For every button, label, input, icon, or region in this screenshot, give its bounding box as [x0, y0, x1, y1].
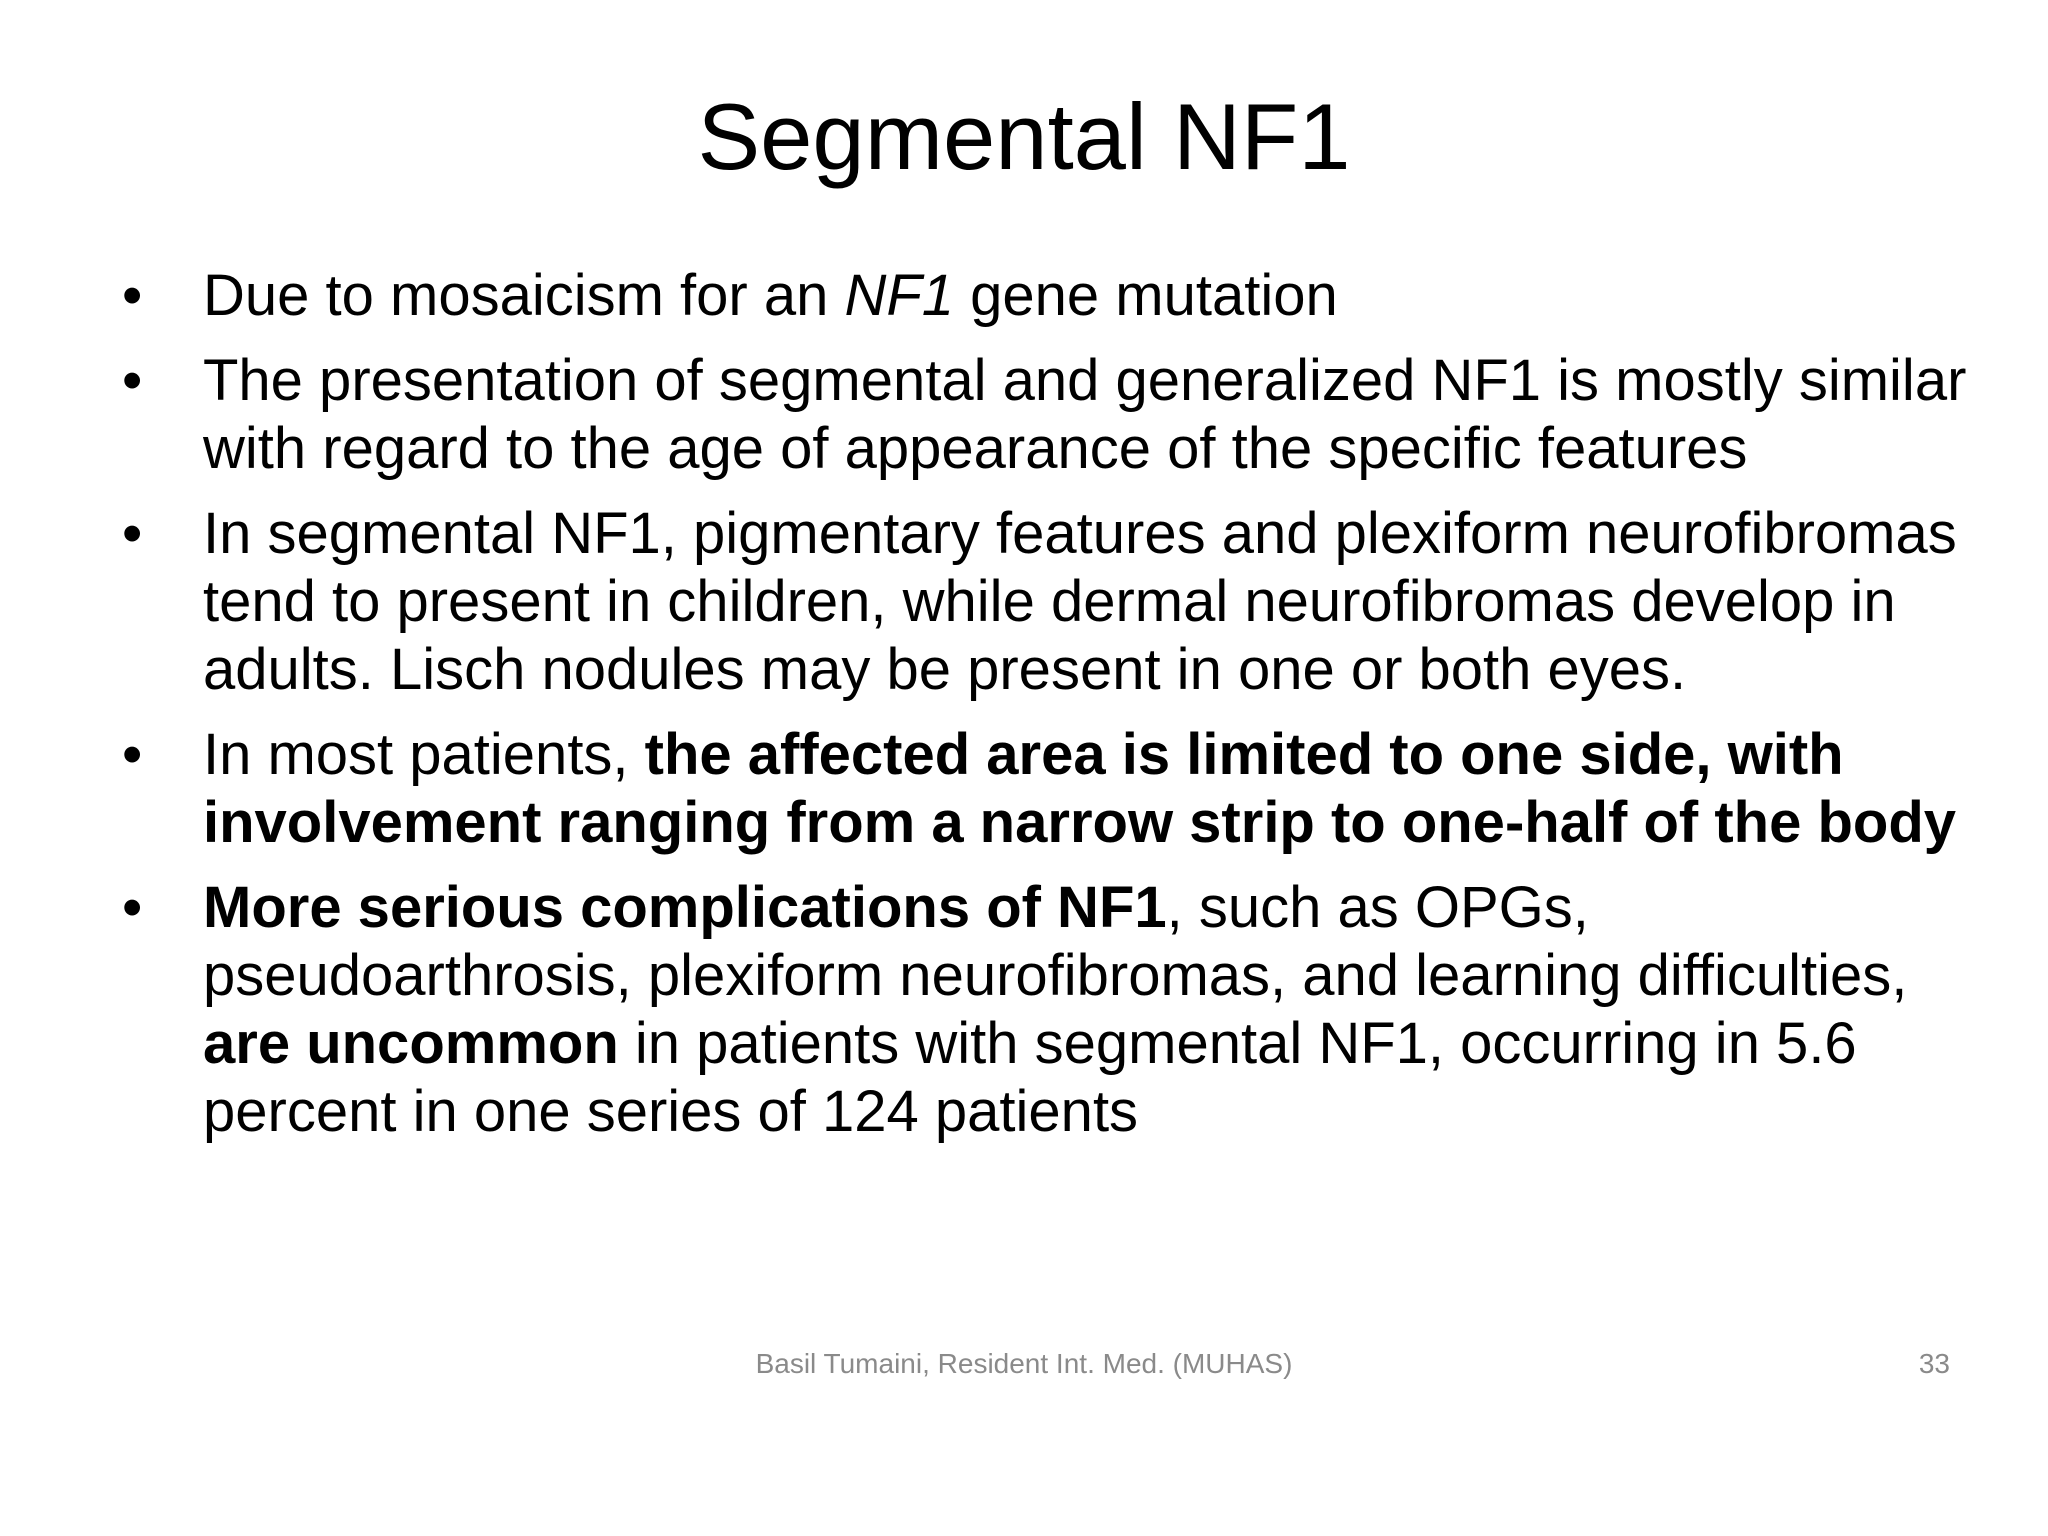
slide-title: Segmental NF1	[697, 84, 1351, 189]
bullet-text-segment: In most patients,	[203, 722, 645, 787]
bullet-bold-emphasis: the affected area is limited to one side, with involvement ranging from a narrow strip to one-half of the body	[203, 722, 1956, 855]
bullet-text-segment: in patients with segmental NF1, occurring in 5.6 percent in one series of 124 patients	[203, 1011, 1857, 1144]
bullet-bold-emphasis: More serious complications of NF1	[203, 875, 1167, 940]
bullet-text-segment: In segmental NF1, pigmentary features and plexiform neurofibromas tend to present in children, while dermal neurofibromas develop in adults. Lisch nodules may be present in one or both eyes.	[203, 501, 1957, 702]
bullet-item	[118, 262, 1978, 330]
bullet-text-segment: , such as OPGs, pseudoarthrosis, plexiform neurofibromas, and learning difficulties,	[203, 875, 1908, 1008]
bullet-bold-emphasis: are uncommon	[203, 1011, 619, 1076]
bullet-dot-icon: •	[122, 263, 143, 328]
bullet-text-segment: Due to mosaicism for an	[203, 263, 845, 328]
page-number: 33	[1918, 1348, 1950, 1379]
bullet-item	[118, 347, 1978, 483]
bullet-dot-icon: •	[122, 501, 143, 566]
bullet-list	[118, 262, 1978, 1163]
bullet-item	[118, 500, 1978, 704]
gene-name-italic: NF1	[844, 263, 955, 328]
bullet-item	[118, 874, 1978, 1146]
bullet-dot-icon: •	[122, 875, 143, 940]
bullet-text-segment: The presentation of segmental and generalized NF1 is mostly similar with regard to the age of appearance of the specific features	[203, 348, 1967, 481]
bullet-dot-icon: •	[122, 348, 143, 413]
bullet-dot-icon: •	[122, 722, 143, 787]
slide-footer: Basil Tumaini, Resident Int. Med. (MUHAS)	[755, 1348, 1293, 1379]
bullet-text-segment: gene mutation	[954, 263, 1338, 328]
bullet-item	[118, 721, 1978, 857]
